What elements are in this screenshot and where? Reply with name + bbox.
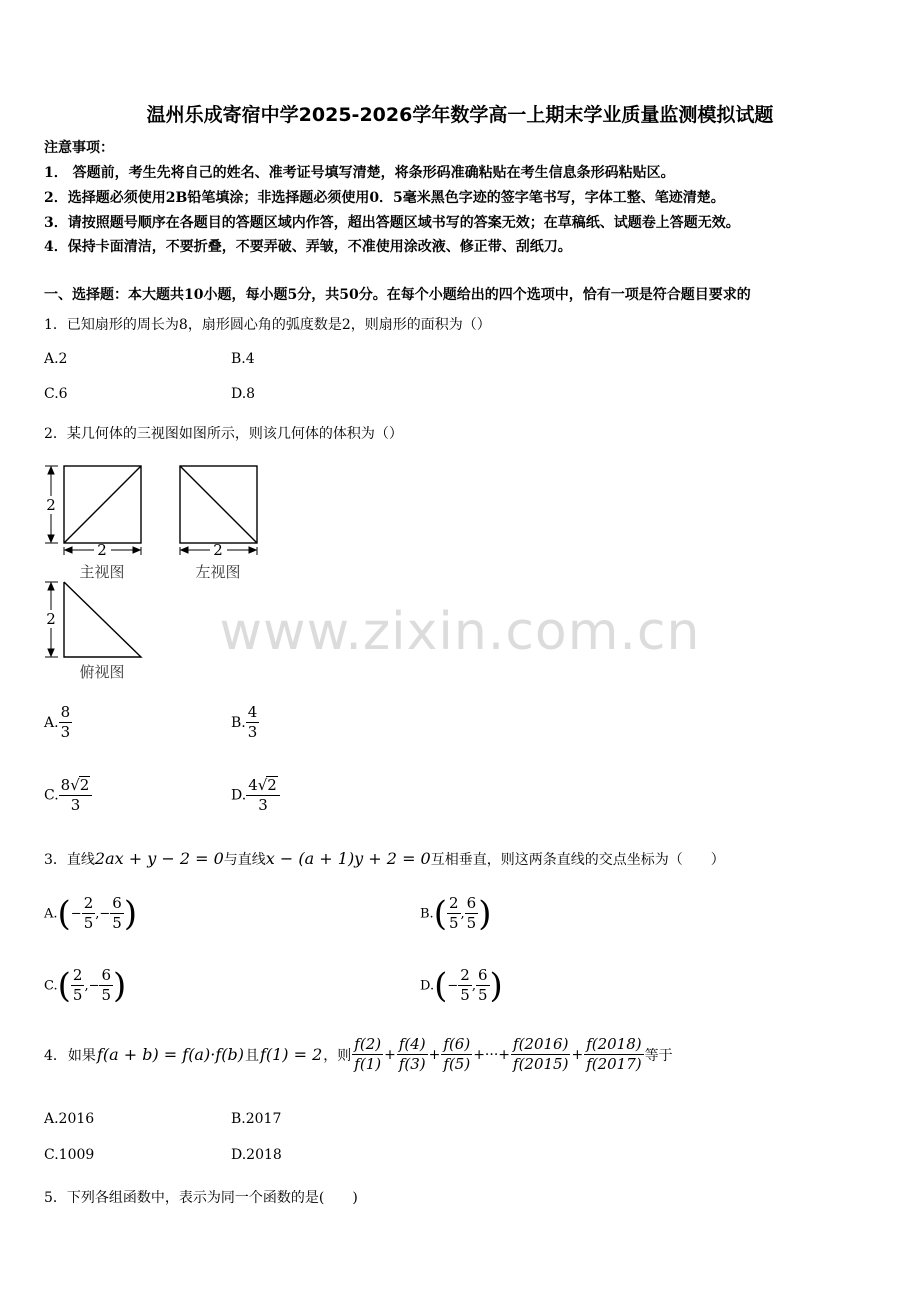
page-title: 温州乐成寄宿中学2025-2026学年数学高一上期末学业质量监测模拟试题 (146, 104, 774, 126)
fraction (447, 895, 461, 933)
option-letter: D. (420, 978, 435, 994)
numerator: f(2) (352, 1036, 383, 1055)
numerator: 4√2 (246, 776, 280, 796)
question-number: 4． (44, 1047, 67, 1064)
question-2-stem: 2．某几何体的三视图如图所示，则该几何体的体积为（） (44, 426, 403, 442)
front-view-diagonal (64, 466, 141, 543)
q4-option-a: A.2016 (44, 1111, 95, 1127)
coefficient: 8 (60, 776, 71, 794)
numerator: 8√2 (59, 776, 93, 796)
question-number: 3． (44, 852, 67, 868)
watermark: www.zixin.com.cn (219, 602, 701, 662)
plus-sign: + (571, 1046, 584, 1063)
ellipsis: +···+ (473, 1046, 511, 1063)
numerator: 2 (458, 967, 472, 986)
denominator: 5 (460, 986, 470, 1005)
q2-option-a (44, 704, 72, 742)
denominator: f(2017) (586, 1055, 642, 1074)
numerator: f(6) (441, 1036, 472, 1055)
q4-option-b: B.2017 (231, 1111, 282, 1127)
stem-text: 互相垂直，则这两条直线的交点坐标为（ ） (430, 852, 725, 868)
stem-text: 如果 (67, 1047, 96, 1064)
fraction (59, 704, 73, 742)
question-4-stem (44, 1036, 673, 1074)
q2-option-c (44, 776, 92, 815)
q3-option-d: D.(− $\frac{2}{5}$ , $\frac{6}{5}$ ) (420, 965, 503, 1006)
denominator: 5 (466, 914, 477, 933)
front-view-caption: 主视图 (79, 563, 125, 581)
numerator: 2 (82, 895, 96, 914)
notes-heading: 注意事项： (44, 140, 114, 156)
numerator: 6 (99, 967, 113, 986)
denominator: 5 (448, 914, 459, 933)
equation-2: f(1) = 2 (259, 1045, 323, 1065)
question-3-stem (44, 849, 725, 869)
note-item-1: 1． 答题前，考生先将自己的姓名、准考证号填写清楚，将条形码准确粘贴在考生信息条形码粘贴区。 (44, 165, 675, 181)
q4-option-d: D.2018 (231, 1147, 282, 1163)
denominator: 5 (72, 986, 83, 1005)
q4-option-c: C.1009 (44, 1147, 95, 1163)
sign: − (88, 978, 100, 994)
denominator: 5 (112, 914, 122, 933)
sign: − (447, 978, 459, 994)
numerator: 4 (246, 704, 260, 723)
radicand: 2 (267, 776, 277, 794)
stem-text: ，则 (323, 1047, 352, 1064)
fraction (441, 1036, 472, 1074)
question-1-stem: 1．已知扇形的周长为8，扇形圆心角的弧度数是2，则扇形的面积为（） (44, 317, 491, 333)
numerator: 6 (110, 895, 124, 914)
numerator: f(4) (397, 1036, 428, 1055)
denominator: 3 (247, 723, 258, 742)
top-height-label: 2 (46, 610, 56, 628)
fraction (71, 967, 85, 1005)
denominator: f(3) (398, 1055, 426, 1074)
denominator: 3 (258, 796, 268, 815)
q3-option-c: C.( $\frac{2}{5}$ ,− $\frac{6}{5}$ ) (44, 965, 127, 1006)
denominator: 5 (477, 986, 488, 1005)
section-heading: 一、选择题：本大题共10小题，每小题5分，共50分。在每个小题给出的四个选项中，恰有一项是符合题目要求的 (44, 287, 751, 303)
fraction (59, 776, 93, 815)
stem-text: 且 (244, 1047, 259, 1064)
numerator: f(2016) (511, 1036, 570, 1055)
q1-option-a: A.2 (44, 351, 68, 367)
numerator: 8 (59, 704, 73, 723)
numerator: 2 (447, 895, 461, 914)
option-letter: B. (420, 906, 434, 922)
stem-text: 直线 (66, 852, 95, 868)
equation-1: f(a + b) = f(a)·f(b) (96, 1045, 244, 1065)
note-item-2: 2．选择题必须使用2B铅笔填涂；非选择题必须使用0．5毫米黑色字迹的签字笔书写，字体工整、笔迹清楚。 (44, 190, 725, 206)
option-letter: C. (44, 978, 58, 994)
note-item-4: 4．保持卡面清洁，不要折叠，不要弄破、弄皱，不准使用涂改液、修正带、刮纸刀。 (44, 239, 572, 255)
side-view-caption: 左视图 (195, 563, 241, 581)
fraction (511, 1036, 570, 1074)
coefficient: 4 (248, 776, 258, 794)
fraction (397, 1036, 428, 1074)
fraction (476, 967, 490, 1005)
option-letter: B. (231, 714, 246, 731)
fraction (352, 1036, 383, 1074)
radicand: 2 (79, 776, 90, 794)
plus-sign: + (428, 1046, 441, 1063)
q2-option-b (231, 704, 259, 742)
fraction (458, 967, 472, 1005)
numerator: 2 (71, 967, 85, 986)
sign: − (99, 906, 111, 922)
numerator: f(2018) (584, 1036, 643, 1055)
fraction (246, 776, 280, 815)
q1-option-b: B.4 (231, 351, 255, 367)
denominator: f(2015) (513, 1055, 569, 1074)
option-letter: D. (231, 787, 247, 804)
denominator: f(5) (443, 1055, 471, 1074)
side-width-label: 2 (213, 541, 223, 559)
q1-option-d: D.8 (231, 386, 256, 402)
numerator: 6 (465, 895, 479, 914)
denominator: 3 (60, 723, 71, 742)
stem-text: 与直线 (223, 852, 266, 868)
fraction (110, 895, 124, 933)
denominator: 5 (101, 986, 112, 1005)
equation-2: x − (a + 1)y + 2 = 0 (265, 849, 431, 868)
fraction (99, 967, 113, 1005)
top-view-caption: 俯视图 (79, 663, 125, 681)
fraction (584, 1036, 643, 1074)
denominator: 3 (70, 796, 81, 815)
sign: − (70, 906, 82, 922)
equation-1: 2ax + y − 2 = 0 (94, 849, 224, 868)
front-width-label: 2 (97, 541, 107, 559)
option-letter: C. (44, 787, 59, 804)
numerator: 6 (476, 967, 490, 986)
q3-option-b: B.( $\frac{2}{5}$ , $\frac{6}{5}$ ) (420, 893, 492, 934)
denominator: f(1) (354, 1055, 382, 1074)
fraction (246, 704, 260, 742)
question-5-stem: 5．下列各组函数中，表示为同一个函数的是( ) (44, 1190, 358, 1206)
fraction (82, 895, 96, 933)
plus-sign: + (384, 1046, 396, 1063)
q1-option-c: C.6 (44, 386, 68, 402)
stem-text: 等于 (644, 1047, 673, 1064)
note-item-3: 3．请按照题号顺序在各题目的答题区域内作答，超出答题区域书写的答案无效；在草稿纸、试题卷上答题无效。 (44, 215, 740, 231)
denominator: 5 (83, 914, 94, 933)
side-view-diagonal (180, 466, 257, 543)
option-letter: A. (44, 906, 58, 922)
fraction (465, 895, 479, 933)
q2-option-d (231, 776, 280, 815)
option-letter: A. (44, 714, 59, 731)
q3-option-a: A.(− $\frac{2}{5}$ ,− $\frac{6}{5}$ ) (44, 893, 138, 934)
front-height-label: 2 (46, 496, 56, 514)
